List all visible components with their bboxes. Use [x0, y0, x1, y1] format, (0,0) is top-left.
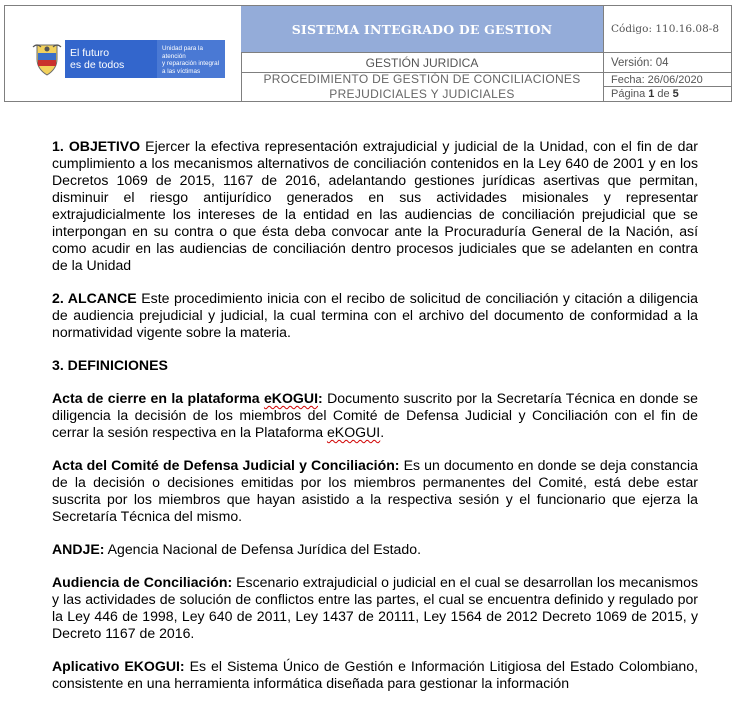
term-label: Acta de cierre en la plataforma eKOGUI:: [52, 390, 323, 406]
term-label: Audiencia de Conciliación:: [52, 574, 233, 590]
definition-acta-cierre: Acta de cierre en la plataforma eKOGUI: Documento suscrito por la Secretaría Técnica en donde se diligencia la decisión de los miembros del Comité de Defensa Judicial y Conciliación con el fin de cerrar la sesión respectiva en la Plataforma eKOGUI.: [52, 390, 698, 440]
term-label: ANDJE:: [52, 541, 105, 557]
header-logo-cell: [5, 6, 242, 101]
term-label: Acta del Comité de Defensa Judicial y Conciliación:: [52, 457, 400, 473]
document-version: Versión: 04: [603, 53, 731, 73]
section-heading: 3. DEFINICIONES: [52, 357, 168, 373]
header-meta-cell: [603, 6, 731, 101]
paragraph-text: Este procedimiento inicia con el recibo de solicitud de conciliación y citación a diligencia de audiencia prejudicial y judicial, la cual termina con el archivo del documento de conformidad a la normatividad vigente sobre la materia.: [52, 290, 699, 340]
definition-andje: ANDJE: Agencia Nacional de Defensa Jurídica del Estado.: [52, 541, 421, 557]
definition-aplicativo: Aplicativo EKOGUI: Es el Sistema Único de Gestión e Información Litigiosa del Estado Colombiano, consistente en una herramienta informática diseñada para gestionar la información: [52, 658, 698, 691]
section-heading: 1. OBJETIVO: [52, 138, 141, 154]
logo-entity-name: Unidad para la atención y reparación integral a las víctimas: [157, 40, 225, 78]
institution-logo: [31, 40, 225, 78]
procedure-title: PROCEDIMIENTO DE GESTIÓN DE CONCILIACIONES PREJUDICIALES Y JUDICIALES: [263, 72, 581, 101]
logo-slogan: El futuro es de todos: [65, 40, 157, 78]
coat-of-arms-icon: [31, 41, 63, 77]
section-definiciones: [52, 357, 698, 374]
area-title: GESTIÓN JURIDICA: [241, 53, 603, 73]
document-date: Fecha: 26/06/2020: [603, 73, 731, 87]
section-heading: 2. ALCANCE: [52, 290, 137, 306]
section-objetivo: [52, 138, 698, 274]
section-alcance: [52, 290, 698, 341]
term-label: Aplicativo EKOGUI:: [52, 658, 185, 674]
document-code: Código: 110.16.08-8: [603, 6, 731, 53]
document-body: [52, 138, 698, 708]
page-number: Página 1 de 5: [611, 88, 679, 100]
system-title: SISTEMA INTEGRADO DE GESTION: [241, 6, 603, 53]
paragraph-text: Ejercer la efectiva representación extrajudicial y judicial de la Unidad, con el fin de dar cumplimiento a los mecanismos alternativos de conciliación contenidos en la Ley 640 de 2001 y en los Decretos 1069 de 2015, 1167 de 2016, adelantando gestiones jurídicas asertivas que permitan, disminuir el riesgo antijurídico generados en sus actividades misionales y representar extrajudicialmente los intereses de la entidad en las audiencias de conciliación prejudicial que se interpongan en su contra o que ésta deba convocar ante la Procuraduría General de la Nación, así como acudir en las audiencias de conciliación dentro procesos judiciales que se adelanten en contra de la Unidad: [52, 138, 698, 273]
header-title-cell: [241, 6, 604, 101]
definition-acta-comite: Acta del Comité de Defensa Judicial y Conciliación: Es un documento en donde se deja constancia de la decisión o decisiones emitidas por los miembros permanentes del Comité, está debe estar suscrita por los miembros que hayan asistido a la respectiva sesión y el funcionario que ejerza la Secretaría Técnica del mismo.: [52, 457, 699, 524]
definition-audiencia: Audiencia de Conciliación: Escenario extrajudicial o judicial en el cual se desarrollan los mecanismos y las actividades de solución de conflictos entre las partes, el cual se encuentra definido y regulado por la Ley 446 de 1998, Ley 640 de 2011, Ley 1437 de 20111, Ley 1564 de 2012 Decreto 1069 de 2015, y Decreto 1167 de 2016.: [52, 574, 698, 641]
document-header: [4, 5, 732, 102]
